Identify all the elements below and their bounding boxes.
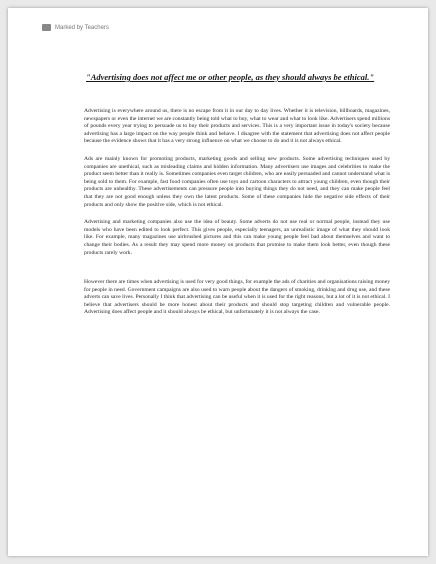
- document-page: [8, 8, 428, 556]
- essay-title: "Advertising does not affect me or other people, as they should always be ethical.": [86, 72, 375, 82]
- site-header: [42, 24, 109, 31]
- paragraph-1: Advertising is everywhere around us, there is no escape from it in our day to day lives. Whether it is television, billboards, magazines, newspapers or even the internet we are constantly being told what to buy, what to wear and what to look like. Advertisers spend millions of pounds every year trying to persuade us to buy their products and services. This is a very important issue in today's society because advertising has a large impact on the way people think and behave. I disagree with the statement that advertising does not affect people because the evidence shows that it has a very strong influence on what we choose to do and it is not always ethical.: [84, 108, 390, 145]
- site-logo-icon: [42, 24, 51, 31]
- paragraph-4: However there are times when advertising is used for very good things, for example the ads of charities and organisations raising money for people in need. Government campaigns are also used to warn people about the dangers of smoking, drinking and drug use, and these adverts can save lives. Personally I think that advertising can be useful when it is used for the right reasons, but a lot of it is not ethical. I believe that advertisers should be more honest about their products and should stop targeting children and vulnerable people. Advertising does affect people and it should always be ethical, but unfortunately it is not always the case.: [84, 279, 390, 316]
- paragraph-2: Ads are mainly known for promoting products, marketing goods and selling new products. Some advertising techniques used by companies are unethical, such as misleading claims and hidden information. Many advertisers use images and celebrities to make the product seem better than it really is. Sometimes companies even target children, who are easily persuaded and cannot understand what is being sold to them. For example, fast food companies often use toys and cartoon characters to attract young children, even though their products are unhealthy. These advertisements can pressure people into buying things they do not need, and they can make people feel that they are not good enough unless they own the latest products. Some of these companies hide the negative side effects of their products and only show the positive side, which is not ethical.: [84, 155, 390, 208]
- essay-body: [84, 108, 390, 327]
- paragraph-3: Advertising and marketing companies also use the idea of beauty. Some adverts do not use real or normal people, instead they use models who have been edited to look perfect. This gives people, especially teenagers, an unrealistic image of what they should look like. For example, many magazines use airbrushed pictures and this can make young people feel bad about themselves and want to change their bodies. As a result they may spend more money on products that promise to make them look better, even though these products rarely work.: [84, 219, 390, 256]
- site-name: Marked by Teachers: [55, 24, 109, 31]
